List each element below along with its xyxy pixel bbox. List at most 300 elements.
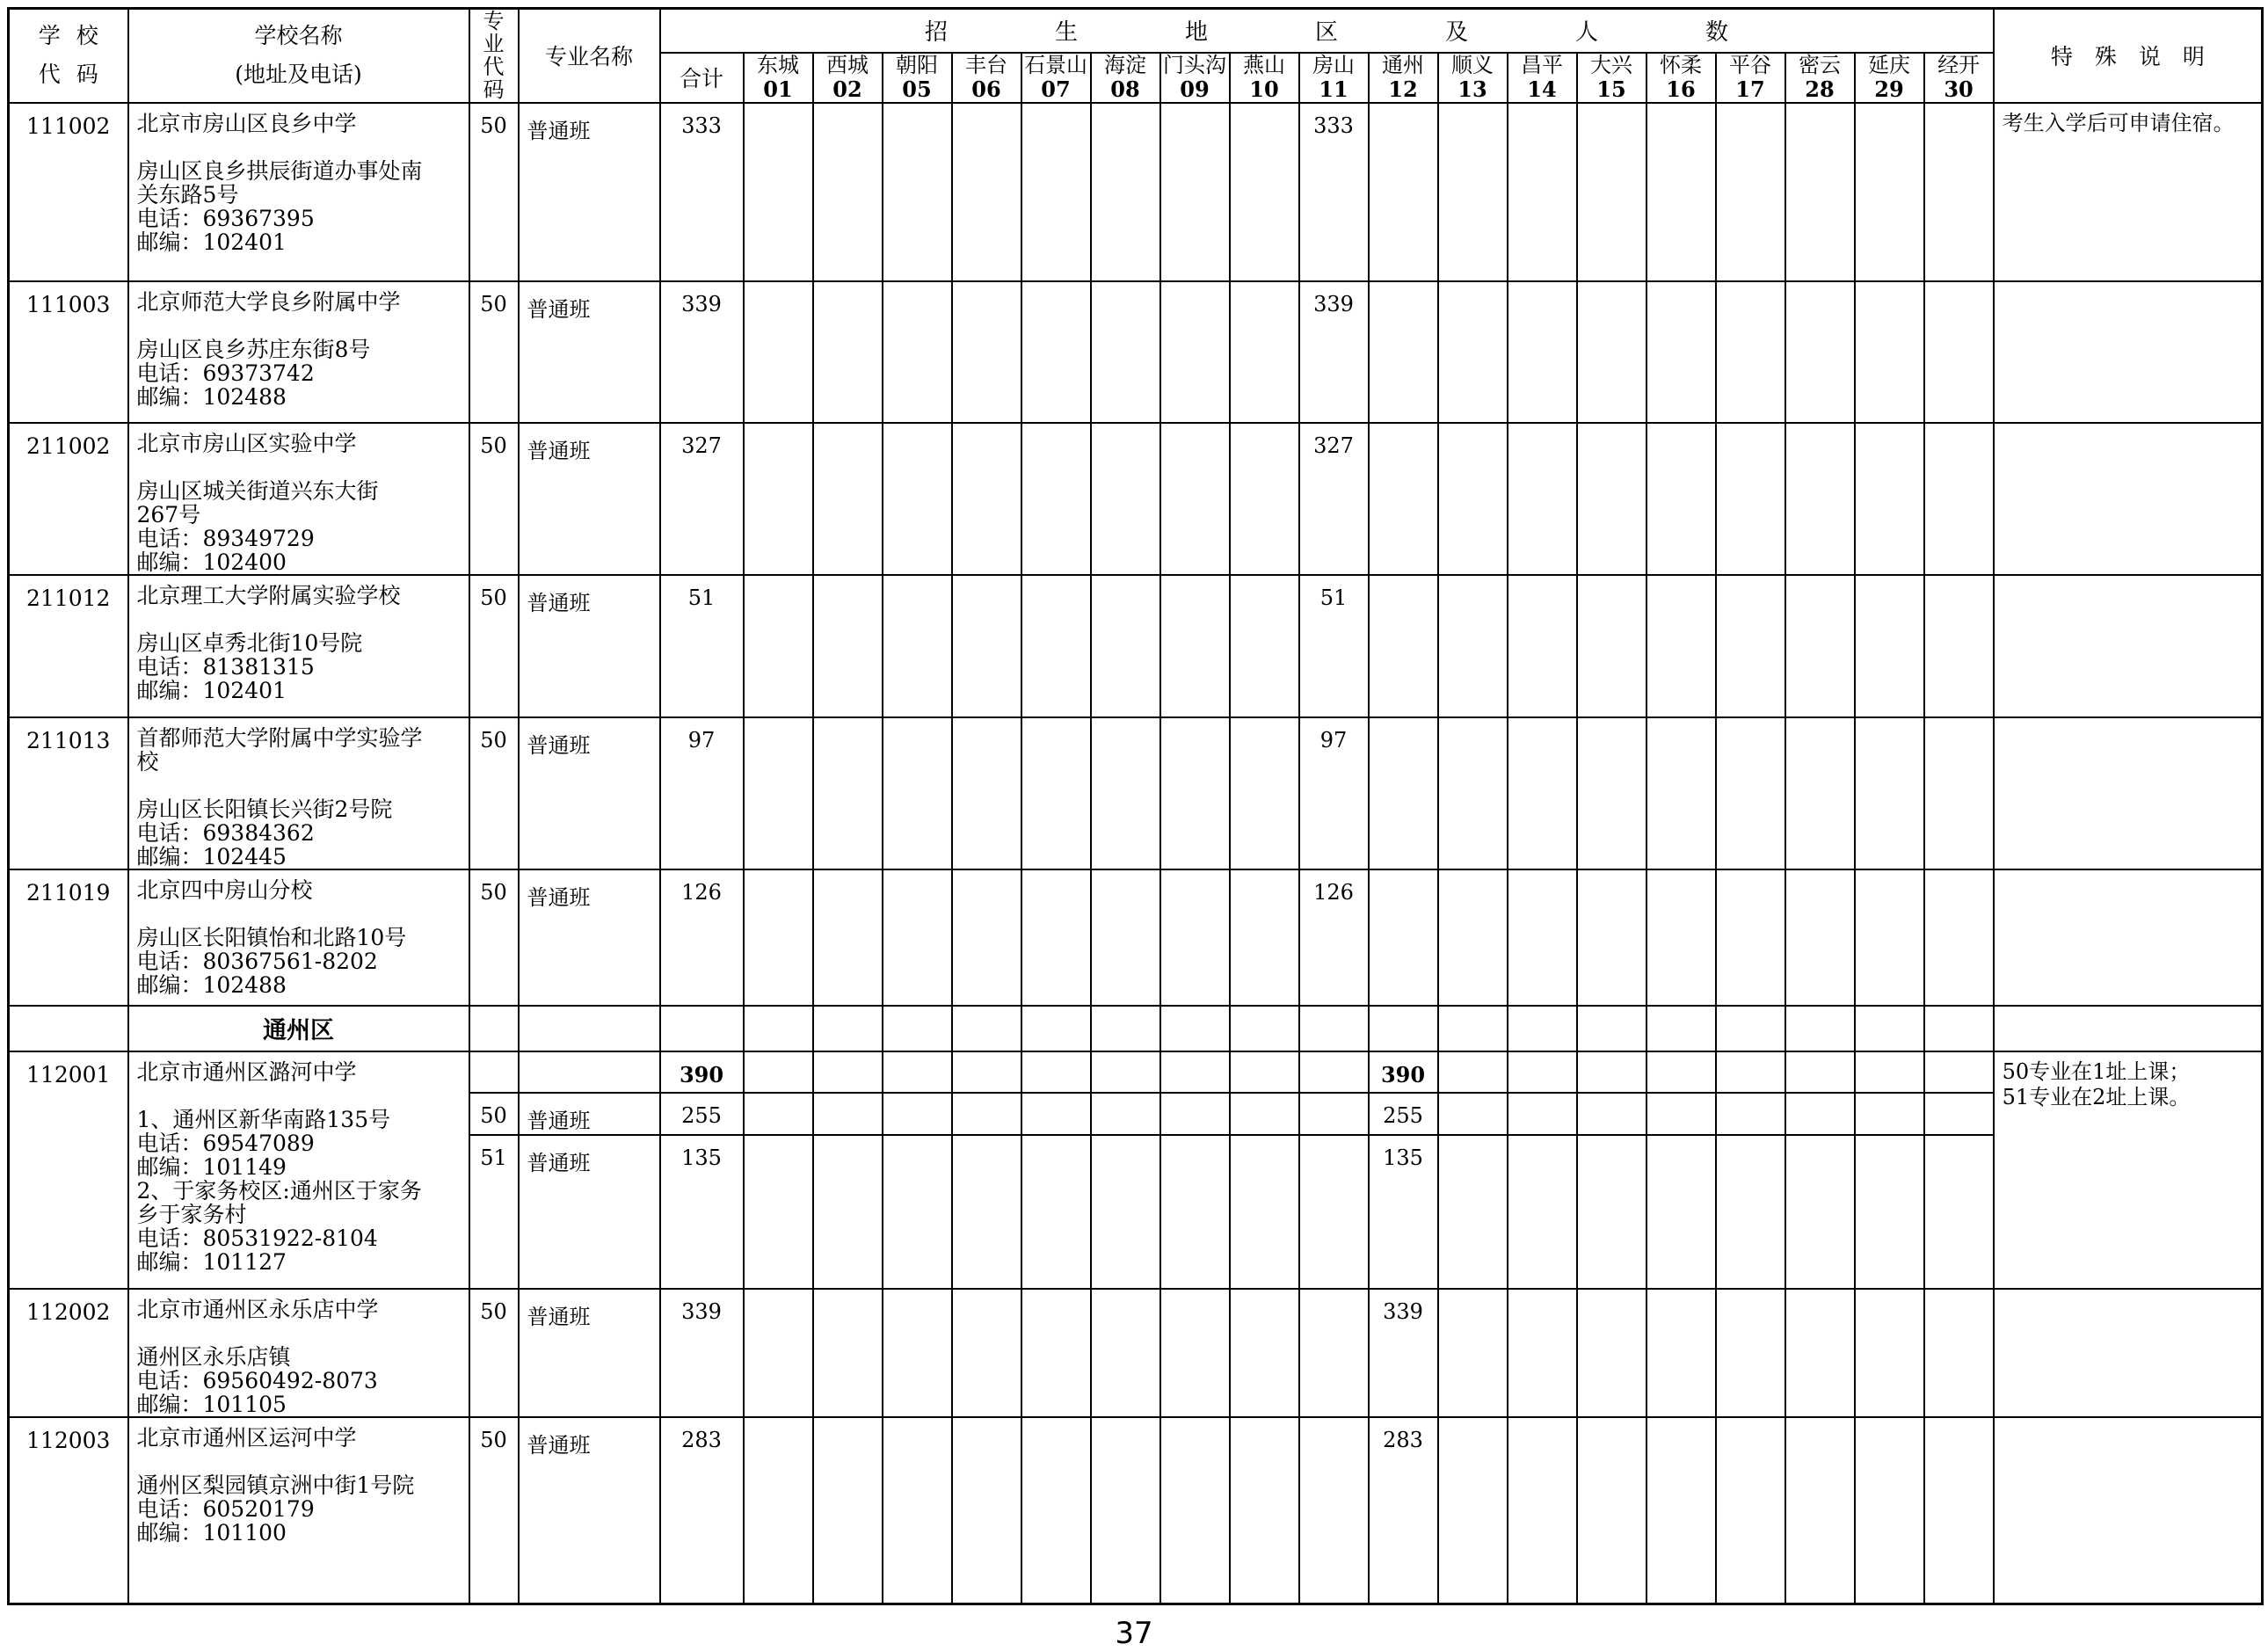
district-value-cell (1438, 1135, 1508, 1289)
school-row-211002 (9, 423, 2263, 575)
district-value-cell (1577, 575, 1646, 717)
header-row-top (9, 9, 2263, 53)
district-value-cell: 333 (1299, 103, 1369, 281)
header-school-name-line1: 学校名称 (254, 23, 343, 49)
district-value-cell (1438, 1006, 1508, 1051)
district-value-cell (813, 1417, 883, 1604)
district-value-cell (1577, 103, 1646, 281)
district-value-cell (952, 103, 1021, 281)
district-code: 17 (1735, 76, 1765, 102)
district-value-cell (1508, 1093, 1577, 1135)
district-value-cell (1508, 1006, 1577, 1051)
school-info-line: 2、于家务校区:通州区于家务 (136, 1177, 422, 1204)
special-note-cell (1994, 1051, 2263, 1289)
major-name-cell: 普通班 (519, 1135, 660, 1289)
district-value-cell (744, 1135, 813, 1289)
school-info-line: 电话：69367395 (136, 205, 315, 231)
district-value-cell (1160, 1006, 1230, 1051)
district-value-cell (1299, 1006, 1369, 1051)
school-info-line: 电话：81381315 (136, 653, 315, 680)
district-value-cell (1577, 1006, 1646, 1051)
district-value-cell (1855, 1289, 1924, 1417)
district-value-cell (1855, 423, 1924, 575)
header-district-17 (1716, 53, 1785, 103)
district-value-cell (1716, 575, 1785, 717)
header-major-code (469, 9, 519, 103)
district-value-cell (1855, 281, 1924, 423)
school-name-cell (128, 1051, 469, 1289)
district-name: 大兴 (1590, 53, 1632, 77)
district-value-cell (1785, 423, 1855, 575)
special-note-cell (1994, 103, 2263, 281)
district-value-cell (883, 869, 952, 1006)
district-value-cell (813, 103, 883, 281)
school-info-line (137, 1450, 465, 1473)
district-value-cell (1369, 869, 1438, 1006)
district-code: 08 (1110, 76, 1140, 102)
district-value-cell (1091, 1289, 1160, 1417)
district-name: 石景山 (1024, 53, 1087, 77)
district-value-cell (813, 1006, 883, 1051)
district-value-cell (1924, 1006, 1994, 1051)
district-value-cell (1299, 1417, 1369, 1604)
special-note-cell (1994, 1006, 2263, 1051)
header-school-name (128, 9, 469, 103)
school-code-cell (9, 1006, 128, 1051)
major-code-header-char: 码 (483, 77, 505, 103)
district-value-cell (1508, 1289, 1577, 1417)
district-value-cell (1924, 423, 1994, 575)
school-info-line: 邮编：102401 (136, 229, 287, 255)
school-info-line: 房山区卓秀北街10号院 (136, 629, 363, 656)
district-value-cell (1091, 575, 1160, 717)
school-info-line: 北京市房山区良乡中学 (136, 110, 357, 136)
district-value-cell (1716, 281, 1785, 423)
district-value-cell (1438, 103, 1508, 281)
district-value-cell (1785, 869, 1855, 1006)
school-code-cell: 211002 (9, 423, 128, 575)
district-value-cell (1160, 103, 1230, 281)
school-info-line: 邮编：101127 (136, 1248, 287, 1275)
district-value-cell (1785, 281, 1855, 423)
district-code: 14 (1527, 76, 1557, 102)
district-value-cell (1021, 575, 1091, 717)
district-value-cell (952, 575, 1021, 717)
district-value-cell (1924, 1289, 1994, 1417)
district-value-cell (1785, 1093, 1855, 1135)
major-name-cell: 普通班 (519, 1093, 660, 1135)
school-info-line: 北京市通州区永乐店中学 (136, 1296, 379, 1322)
district-value-cell (1577, 423, 1646, 575)
total-cell: 390 (660, 1051, 744, 1093)
district-value-cell (1091, 717, 1160, 869)
school-name-cell (128, 575, 469, 717)
school-info-line: 邮编：101149 (136, 1153, 287, 1180)
district-code: 29 (1874, 76, 1904, 102)
district-value-cell (1230, 575, 1299, 717)
district-value-cell (1855, 869, 1924, 1006)
special-note-cell (1994, 717, 2263, 869)
district-value-cell (1091, 423, 1160, 575)
major-code-cell: 50 (469, 575, 519, 717)
header-district-15 (1577, 53, 1646, 103)
school-info-line: 电话：60520179 (136, 1495, 315, 1522)
admission-plan-table (7, 7, 2264, 1605)
district-value-cell (1646, 1417, 1716, 1604)
major-code-cell: 50 (469, 281, 519, 423)
major-code-cell (469, 1006, 519, 1051)
school-info-line: 电话：69547089 (136, 1130, 315, 1156)
district-value-cell (1855, 1051, 1924, 1093)
district-value-cell (1160, 1417, 1230, 1604)
district-value-cell (1577, 1093, 1646, 1135)
district-value-cell (813, 717, 883, 869)
school-info-line: 通州区永乐店镇 (136, 1343, 291, 1370)
district-value-cell (952, 423, 1021, 575)
district-value-cell (744, 281, 813, 423)
district-value-cell (1299, 1093, 1369, 1135)
district-value-cell (1091, 281, 1160, 423)
district-value-cell (1855, 717, 1924, 869)
district-value-cell (1369, 1006, 1438, 1051)
district-value-cell (1160, 1051, 1230, 1093)
school-info-line (137, 1321, 465, 1345)
major-name-cell: 普通班 (519, 103, 660, 281)
school-info-line: 邮编：101100 (136, 1519, 287, 1546)
district-code: 07 (1041, 76, 1071, 102)
district-value-cell (1160, 281, 1230, 423)
district-value-cell (1646, 717, 1716, 869)
header-district-05 (883, 53, 952, 103)
district-name: 怀柔 (1660, 53, 1702, 77)
district-value-cell (883, 1289, 952, 1417)
school-info-line: 邮编：102400 (136, 549, 287, 575)
special-note-line: 51专业在2址上课。 (2002, 1084, 2191, 1109)
district-value-cell (1785, 1417, 1855, 1604)
school-info-line: 邮编：102488 (136, 383, 287, 410)
district-value-cell (1646, 575, 1716, 717)
district-value-cell (1924, 717, 1994, 869)
district-value-cell (1785, 1135, 1855, 1289)
district-value-cell (1091, 869, 1160, 1006)
district-value-cell (1508, 281, 1577, 423)
header-district-16 (1646, 53, 1716, 103)
school-info-line: 电话：69373742 (136, 360, 315, 386)
district-value-cell (1160, 869, 1230, 1006)
school-code-cell: 112002 (9, 1289, 128, 1417)
district-value-cell (1646, 281, 1716, 423)
header-district-14 (1508, 53, 1577, 103)
district-code: 02 (832, 76, 862, 102)
district-value-cell (1230, 281, 1299, 423)
major-code-cell: 50 (469, 423, 519, 575)
document-page (7, 7, 2261, 1651)
district-value-cell (1924, 1417, 1994, 1604)
header-district-06 (952, 53, 1021, 103)
district-value-cell (1646, 1135, 1716, 1289)
district-value-cell (1855, 1417, 1924, 1604)
district-value-cell (1924, 1135, 1994, 1289)
district-code: 30 (1944, 76, 1974, 102)
district-value-cell (883, 1051, 952, 1093)
major-code-header-char: 专 (483, 9, 505, 34)
district-value-cell (1646, 103, 1716, 281)
district-value-cell (1855, 1135, 1924, 1289)
school-info-line: 通州区梨园镇京洲中街1号院 (136, 1472, 415, 1498)
district-value-cell (1021, 717, 1091, 869)
district-value-cell: 327 (1299, 423, 1369, 575)
district-value-cell (1021, 1006, 1091, 1051)
school-info-line: 邮编：101105 (136, 1391, 287, 1417)
school-info-line: 267号 (136, 501, 201, 527)
district-name: 丰台 (965, 53, 1007, 77)
school-info-line: 校 (136, 748, 159, 775)
district-name: 西城 (826, 53, 869, 77)
district-value-cell (1230, 1135, 1299, 1289)
school-row-211012 (9, 575, 2263, 717)
header-school-name-line2: (地址及电话) (235, 62, 362, 88)
total-cell: 339 (660, 281, 744, 423)
district-value-cell (1785, 717, 1855, 869)
school-info-line: 电话：69560492-8073 (136, 1367, 378, 1393)
major-name-cell (519, 1006, 660, 1051)
major-name-cell: 普通班 (519, 423, 660, 575)
district-value-cell (1021, 1417, 1091, 1604)
header-school-code (9, 9, 128, 103)
district-code: 16 (1666, 76, 1696, 102)
school-info-line: 北京师范大学良乡附属中学 (136, 288, 401, 315)
school-info-line: 北京市通州区运河中学 (136, 1424, 357, 1451)
school-info-line: 关东路5号 (136, 181, 239, 207)
district-value-cell (952, 1417, 1021, 1604)
district-value-cell (1438, 869, 1508, 1006)
district-value-cell: 255 (1369, 1093, 1438, 1135)
header-special-notes: 特殊说明 (1994, 9, 2263, 103)
district-code: 10 (1249, 76, 1279, 102)
school-info-line (137, 314, 465, 338)
district-value-cell (813, 281, 883, 423)
school-code-cell: 211012 (9, 575, 128, 717)
header-district-08 (1091, 53, 1160, 103)
district-code: 09 (1180, 76, 1210, 102)
district-value-cell (1230, 423, 1299, 575)
school-name-cell (128, 717, 469, 869)
district-code: 11 (1319, 76, 1348, 102)
district-value-cell (1021, 1093, 1091, 1135)
district-value-cell (1855, 1006, 1924, 1051)
district-value-cell (1508, 717, 1577, 869)
school-code-cell: 111003 (9, 281, 128, 423)
district-value-cell (1091, 103, 1160, 281)
district-value-cell: 339 (1299, 281, 1369, 423)
district-value-cell (883, 423, 952, 575)
district-value-cell (952, 1051, 1021, 1093)
district-value-cell (1577, 717, 1646, 869)
school-info-line: 北京理工大学附属实验学校 (136, 582, 401, 608)
district-value-cell (1646, 1093, 1716, 1135)
district-value-cell (813, 869, 883, 1006)
school-info-line: 1、通州区新华南路135号 (136, 1106, 391, 1132)
district-value-cell (1438, 423, 1508, 575)
major-code-cell: 50 (469, 717, 519, 869)
district-value-cell (1716, 1006, 1785, 1051)
district-code: 01 (763, 76, 793, 102)
district-value-cell (1646, 1051, 1716, 1093)
district-code: 12 (1388, 76, 1418, 102)
district-value-cell (1021, 1289, 1091, 1417)
district-value-cell (1855, 1093, 1924, 1135)
district-value-cell (1508, 1417, 1577, 1604)
district-value-cell (744, 423, 813, 575)
district-value-cell (1508, 869, 1577, 1006)
district-value-cell (1924, 1051, 1994, 1093)
district-value-cell (1369, 423, 1438, 575)
district-value-cell (1160, 1289, 1230, 1417)
school-info-line: 邮编：102401 (136, 677, 287, 703)
district-value-cell (952, 1093, 1021, 1135)
school-code-cell: 211019 (9, 869, 128, 1006)
district-name: 平谷 (1729, 53, 1771, 77)
district-value-cell (1716, 869, 1785, 1006)
district-value-cell (883, 717, 952, 869)
major-name-cell: 普通班 (519, 281, 660, 423)
school-name-cell (128, 281, 469, 423)
school-row-211019 (9, 869, 2263, 1006)
school-row-112001-sub0 (9, 1051, 2263, 1093)
district-name: 延庆 (1868, 53, 1910, 77)
district-value-cell (1230, 1417, 1299, 1604)
district-value-cell (813, 1051, 883, 1093)
section-row (9, 1006, 2263, 1051)
district-name: 海淀 (1104, 53, 1146, 77)
major-code-cell: 50 (469, 1289, 519, 1417)
school-code-cell: 211013 (9, 717, 128, 869)
district-value-cell (744, 717, 813, 869)
district-value-cell (744, 1417, 813, 1604)
district-value-cell (1091, 1417, 1160, 1604)
school-row-111003 (9, 281, 2263, 423)
total-cell: 51 (660, 575, 744, 717)
district-code: 28 (1805, 76, 1835, 102)
header-district-11 (1299, 53, 1369, 103)
district-value-cell (1577, 1417, 1646, 1604)
school-info-line: 邮编：102488 (136, 971, 287, 998)
school-info-line: 邮编：102445 (136, 843, 287, 869)
district-value-cell (1577, 1051, 1646, 1093)
major-code-cell: 51 (469, 1135, 519, 1289)
district-value-cell (1438, 1051, 1508, 1093)
district-value-cell: 51 (1299, 575, 1369, 717)
school-info-line (137, 135, 465, 159)
district-value-cell (1021, 1051, 1091, 1093)
special-note-line: 50专业在1址上课； (2002, 1058, 2191, 1084)
school-info-line: 乡于家务村 (136, 1201, 247, 1227)
header-district-29 (1855, 53, 1924, 103)
district-value-cell (1091, 1006, 1160, 1051)
district-value-cell (1924, 1093, 1994, 1135)
district-value-cell (1021, 423, 1091, 575)
header-district-10 (1230, 53, 1299, 103)
district-value-cell (1091, 1051, 1160, 1093)
school-info-line: 首都师范大学附属中学实验学 (136, 724, 423, 751)
district-value-cell (1577, 869, 1646, 1006)
district-value-cell (1577, 281, 1646, 423)
header-major-code-stack (470, 10, 518, 101)
district-value-cell (1785, 103, 1855, 281)
district-value-cell (1508, 1051, 1577, 1093)
district-value-cell (1369, 575, 1438, 717)
district-code: 05 (902, 76, 932, 102)
major-name-cell: 普通班 (519, 575, 660, 717)
district-value-cell (952, 869, 1021, 1006)
district-value-cell (744, 575, 813, 717)
special-note-cell (1994, 869, 2263, 1006)
district-value-cell (883, 103, 952, 281)
major-code-header-char: 业 (483, 32, 505, 57)
district-value-cell (1646, 869, 1716, 1006)
district-value-cell (1230, 1006, 1299, 1051)
header-district-30 (1924, 53, 1994, 103)
district-name: 房山 (1312, 53, 1355, 77)
district-value-cell (1646, 423, 1716, 575)
major-name-cell: 普通班 (519, 1417, 660, 1604)
district-value-cell (1577, 1289, 1646, 1417)
district-value-cell (1230, 869, 1299, 1006)
major-code-cell: 50 (469, 869, 519, 1006)
district-value-cell (744, 1051, 813, 1093)
school-row-111002 (9, 103, 2263, 281)
district-value-cell (883, 1135, 952, 1289)
district-value-cell (813, 423, 883, 575)
district-value-cell (1230, 1289, 1299, 1417)
district-value-cell (1646, 1289, 1716, 1417)
district-value-cell (744, 1093, 813, 1135)
district-value-cell (1160, 1135, 1230, 1289)
school-row-211013 (9, 717, 2263, 869)
total-cell: 126 (660, 869, 744, 1006)
district-value-cell (1438, 575, 1508, 717)
district-value-cell (813, 575, 883, 717)
school-info-line (137, 455, 465, 479)
district-value-cell (813, 1093, 883, 1135)
table-body (9, 103, 2263, 1604)
district-value-cell (952, 1135, 1021, 1289)
header-total: 合计 (660, 53, 744, 103)
district-value-cell (813, 1135, 883, 1289)
major-code-cell: 50 (469, 1417, 519, 1604)
header-district-13 (1438, 53, 1508, 103)
school-name-cell (128, 869, 469, 1006)
district-value-cell (1021, 869, 1091, 1006)
major-code-cell: 50 (469, 103, 519, 281)
district-name: 密云 (1799, 53, 1841, 77)
header-district-09 (1160, 53, 1230, 103)
district-value-cell (744, 1006, 813, 1051)
district-code: 15 (1596, 76, 1626, 102)
major-code-cell: 50 (469, 1093, 519, 1135)
district-value-cell (1230, 1051, 1299, 1093)
district-code: 06 (971, 76, 1001, 102)
school-name-cell (128, 423, 469, 575)
school-info-line: 房山区城关街道兴东大街 (136, 477, 379, 504)
major-name-cell: 普通班 (519, 869, 660, 1006)
school-info-line: 房山区长阳镇怡和北路10号 (136, 924, 407, 950)
total-cell (660, 1006, 744, 1051)
district-value-cell (1646, 1006, 1716, 1051)
major-code-header-char: 代 (483, 55, 505, 80)
total-cell: 333 (660, 103, 744, 281)
district-value-cell (813, 1289, 883, 1417)
